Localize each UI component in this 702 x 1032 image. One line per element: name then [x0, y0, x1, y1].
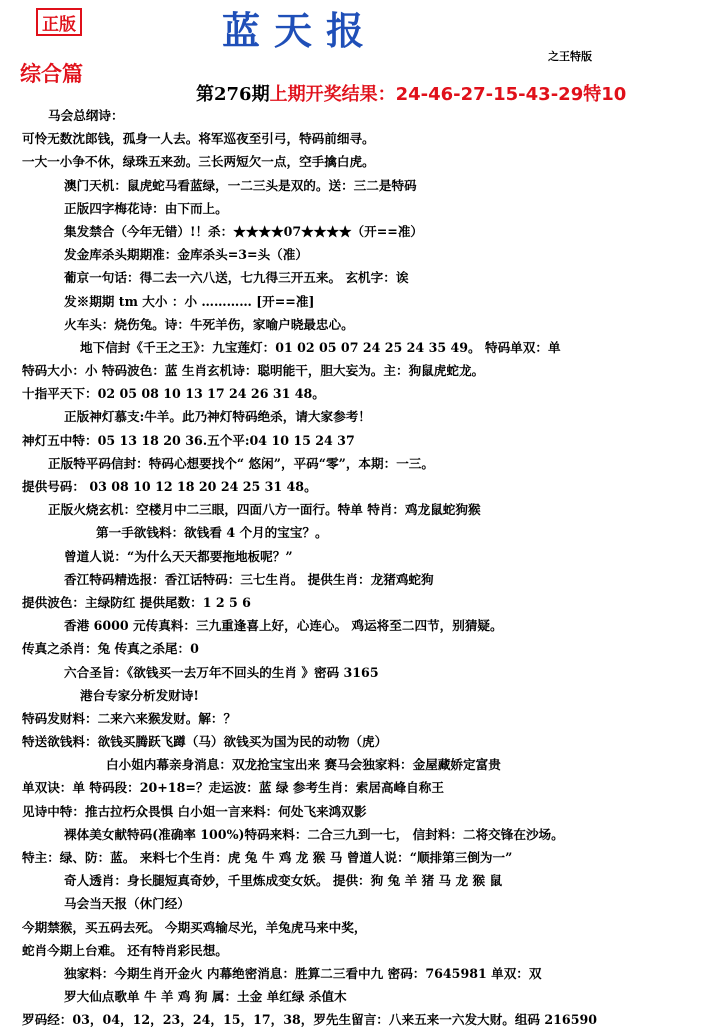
issue-number: 第276期: [196, 84, 270, 105]
article-line: 集发禁合（今年无错）!！杀：★★★★07★★★★（开==准）: [64, 223, 424, 239]
article-line: 提供波色：主绿防红 提供尾数：1 2 5 6: [22, 594, 251, 610]
article-line: 特码大小：小 特码波色：蓝 生肖玄机诗：聪明能干，胆大妄为。主：狗鼠虎蛇龙。: [22, 363, 485, 379]
article-line: 正版神灯慕支:牛羊。此乃神灯特码绝杀，请大家参考！: [64, 409, 371, 425]
article-line: 马会总纲诗：: [48, 108, 124, 123]
article-line: 传真之杀肖：兔 传真之杀尾：0: [22, 641, 199, 657]
article-line: 裸体美女献特码(准确率 100%)特码来料：二合三九到一七， 信封料：二将交锋在沙场。: [64, 826, 564, 842]
article-body: [0, 104, 702, 1032]
edition-label: 之王特版: [548, 50, 592, 63]
article-line: 白小姐内幕亲身消息：双龙抢宝宝出来 赛马会独家料：金屋藏娇定富贵: [106, 757, 501, 773]
article-line: 单双诀：单 特码段：20+18=？走运波：蓝 绿 参考生肖：索居高峰自称王: [22, 780, 444, 796]
genuine-edition-badge: 正版: [36, 8, 82, 36]
article-line: 奇人透肖：身长腿短真奇妙，千里炼成变女妖。 提供：狗 兔 羊 猪 马 龙 猴 鼠: [64, 873, 503, 889]
article-line: 独家料：今期生肖开金火 内幕绝密消息：胜算二三看中九 密码：7645981 单双：双: [64, 965, 542, 981]
article-line: 港台专家分析发财诗!: [80, 687, 199, 703]
article-line: 今期禁猴，买五码去死。 今期买鸡输尽光，羊兔虎马来中奖，: [22, 919, 367, 935]
article-line: 六合圣旨：《欲钱买一去万年不回头的生肖 》密码 3165: [64, 664, 379, 680]
article-line: 澳门天机：鼠虎蛇马看蓝绿，一二三头是双的。送：三二是特码: [64, 177, 417, 193]
article-line: 发※期期 tm 大小 ：小 ………… [开==准]: [64, 293, 315, 309]
newspaper-masthead: 蓝天报: [222, 8, 379, 53]
article-line: 罗码经：03，04，12，23，24，15，17，38，罗先生留言：八来五来一六发大财。组码 216590: [22, 1012, 597, 1028]
last-draw-result: 上期开奖结果：24-46-27-15-43-29特10: [269, 84, 627, 105]
article-line: 葡京一句话：得二去一六八送，七九得三开五来。 玄机字：诶: [64, 270, 409, 286]
article-line: 香港 6000 元传真料：三九重逢喜上好，心连心。 鸡运将至二四节，别猜疑。: [64, 618, 503, 634]
article-line: 正版火烧玄机：空楼月中二三眼，四面八方一面行。特单 特肖：鸡龙鼠蛇狗猴: [48, 502, 481, 518]
article-line: 十指平天下：02 05 08 10 13 17 24 26 31 48。: [22, 386, 325, 402]
article-line: 一大一小争不休，绿珠五来劲。三长两短欠一点，空手擒白虎。: [22, 154, 375, 170]
article-line: 蛇肖今期上台难。 还有特肖彩民想。: [22, 942, 228, 958]
article-line: 见诗中特：推古拉朽众畏惧 白小姐一言来料：何处飞来鸿双影: [22, 803, 367, 819]
article-line: 正版四字梅花诗：由下而上。: [64, 200, 228, 216]
issue-row: [196, 80, 626, 106]
article-line: 地下信封《千王之王》：九宝莲灯：01 02 05 07 24 25 24 35 49。 特码单双：单: [80, 339, 561, 355]
article-line: 特主：绿、防：蓝。 来料七个生肖：虎 兔 牛 鸡 龙 猴 马 曾道人说：“顺排第三倒为一”: [22, 850, 513, 865]
article-line: 特送欲钱料：欲钱买腾跃飞蹲（马）欲钱买为国为民的动物（虎）: [22, 734, 388, 750]
article-line: 正版特平码信封：特码心想要找个“ 悠闲”，平码“零”，本期：一三。: [48, 455, 434, 471]
article-line: 提供号码： 03 08 10 12 18 20 24 25 31 48。: [22, 479, 317, 494]
article-line: 发金库杀头期期准：金库杀头=3=头（准）: [64, 247, 308, 263]
article-line: 神灯五中特：05 13 18 20 36.五个平:04 10 15 24 37: [22, 432, 355, 448]
article-line: 可怜无数沈郎钱，孤身一人去。将军巡夜至引弓，特码前细寻。: [22, 131, 375, 147]
article-line: 火车头：烧伤兔。诗：牛死羊伤，家喻户晓最忠心。: [64, 316, 354, 332]
section-title: 综合篇: [20, 61, 83, 86]
article-line: 香江特码精选报：香江话特码：三七生肖。 提供生肖：龙猪鸡蛇狗: [64, 571, 434, 587]
article-line: 曾道人说：“为什么天天都要拖地板呢？”: [64, 548, 293, 564]
article-line: 罗大仙点歌单 牛 羊 鸡 狗 属：土金 单红绿 杀值木: [64, 989, 347, 1005]
article-line: 马会当天报（休门经）: [64, 896, 190, 912]
article-line: 第一手欲钱料：欲钱看 4 个月的宝宝？。: [96, 525, 328, 541]
article-line: 特码发财料：二来六来猴发财。解：？: [22, 710, 237, 726]
